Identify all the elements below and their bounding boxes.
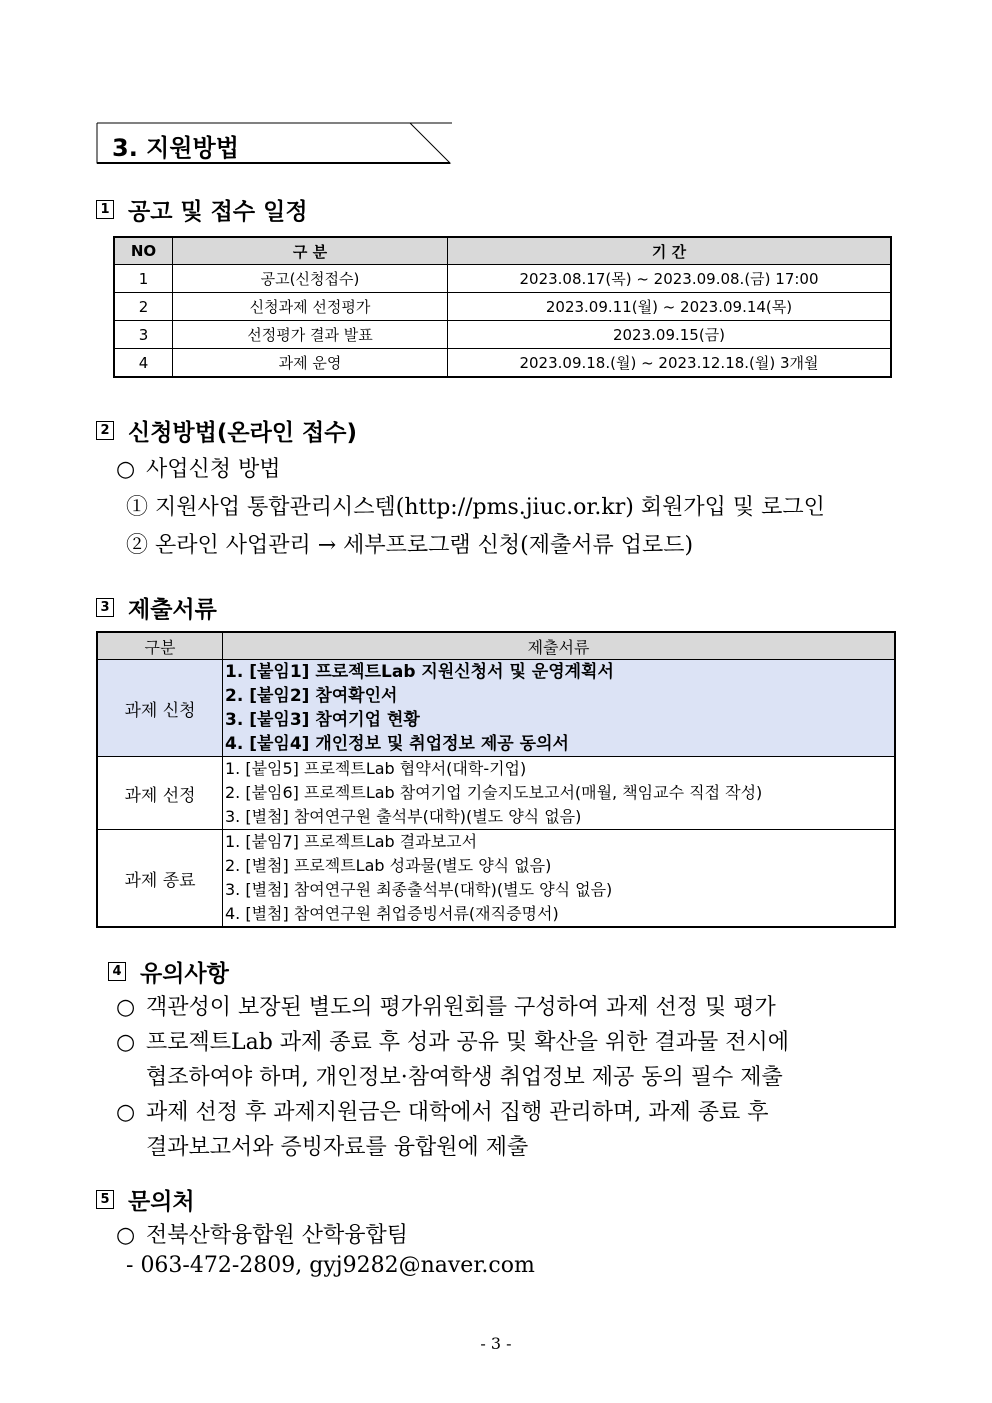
- circle-bullet-icon: ○: [116, 1030, 136, 1055]
- schedule-header-item: 구 분: [173, 237, 448, 265]
- notice-line-2: ○ 프로젝트Lab 과제 종료 후 성과 공유 및 확산을 위한 결과물 전시에: [116, 1030, 790, 1055]
- list-item: 2. [별첨] 프로젝트Lab 성과물(별도 양식 없음): [225, 856, 552, 875]
- schedule-header-no: NO: [114, 237, 173, 265]
- section1-title: 공고 및 접수 일정: [128, 199, 308, 225]
- notice-line-1: ○ 객관성이 보장된 별도의 평가위원회를 구성하여 과제 선정 및 평가: [116, 995, 776, 1020]
- schedule-table: [113, 236, 892, 378]
- notice-line-5: 결과보고서와 증빙자료를 융합원에 제출: [146, 1135, 529, 1160]
- table-row: [97, 830, 895, 928]
- page-title: 3. 지원방법: [112, 134, 239, 162]
- schedule-period: 2023.09.15(금): [448, 321, 892, 349]
- schedule-item: 과제 운영: [173, 349, 448, 378]
- section4-heading: [108, 955, 229, 988]
- section3-heading: [96, 591, 217, 624]
- documents-list: [223, 660, 896, 757]
- schedule-header-period: 기 간: [448, 237, 892, 265]
- section4-number: 4: [108, 962, 126, 981]
- page-number: - 3 -: [480, 1334, 512, 1353]
- list-item: 1. [붙임7] 프로젝트Lab 결과보고서: [225, 832, 478, 851]
- documents-header-category: 구분: [97, 632, 223, 660]
- circle-bullet-icon: ○: [116, 995, 136, 1020]
- list-item: 3. [별첨] 참여연구원 출석부(대학)(별도 양식 없음): [225, 807, 582, 826]
- documents-list: [223, 830, 896, 928]
- documents-category: 과제 선정: [97, 757, 223, 830]
- documents-category: 과제 신청: [97, 660, 223, 757]
- list-item: 2. [붙임2] 참여확인서: [225, 686, 398, 706]
- list-item: 4. [붙임4] 개인정보 및 취업정보 제공 동의서: [225, 734, 569, 754]
- documents-table: [96, 631, 896, 928]
- contact-info: - 063-472-2809, gyj9282@naver.com: [126, 1253, 535, 1278]
- section2-item-1: ① 지원사업 통합관리시스템(http://pms.jiuc.or.kr) 회원가입 및 로그인: [126, 495, 825, 520]
- section2-sub: ○ 사업신청 방법: [116, 457, 281, 482]
- schedule-no: 3: [114, 321, 173, 349]
- schedule-no: 4: [114, 349, 173, 378]
- circle-bullet-icon: ○: [116, 457, 136, 482]
- schedule-period: 2023.09.18.(월) ~ 2023.12.18.(월) 3개월: [448, 349, 892, 378]
- schedule-item: 신청과제 선정평가: [173, 293, 448, 321]
- documents-header-docs: 제출서류: [223, 632, 896, 660]
- notice-line-3: 협조하여야 하며, 개인정보·참여학생 취업정보 제공 동의 필수 제출: [146, 1065, 783, 1090]
- schedule-no: 1: [114, 265, 173, 293]
- table-row: [97, 757, 895, 830]
- circle-bullet-icon: ○: [116, 1223, 136, 1248]
- list-item: 3. [별첨] 참여연구원 최종출석부(대학)(별도 양식 없음): [225, 880, 613, 899]
- section5-title: 문의처: [128, 1189, 195, 1215]
- list-item: 1. [붙임5] 프로젝트Lab 협약서(대학-기업): [225, 759, 527, 778]
- section2-heading: [96, 414, 357, 447]
- list-item: 3. [붙임3] 참여기업 현황: [225, 710, 420, 730]
- section-title-box: [96, 122, 451, 164]
- section2-number: 2: [96, 421, 114, 440]
- list-item: 4. [별첨] 참여연구원 취업증빙서류(재직증명서): [225, 904, 559, 923]
- table-row: [114, 321, 891, 349]
- table-row: [114, 349, 891, 378]
- schedule-period: 2023.08.17(목) ~ 2023.09.08.(금) 17:00: [448, 265, 892, 293]
- contact-org: ○ 전북산학융합원 산학융합팀: [116, 1223, 409, 1248]
- schedule-item: 공고(신청접수): [173, 265, 448, 293]
- section1-number: 1: [96, 200, 114, 219]
- schedule-period: 2023.09.11(월) ~ 2023.09.14(목): [448, 293, 892, 321]
- list-item: 2. [붙임6] 프로젝트Lab 참여기업 기술지도보고서(매월, 책임교수 직접 작성): [225, 783, 763, 802]
- section3-number: 3: [96, 598, 114, 617]
- table-row: [114, 293, 891, 321]
- section4-title: 유의사항: [140, 961, 229, 987]
- dash-bullet: -: [126, 1253, 134, 1278]
- notice-line-4: ○ 과제 선정 후 과제지원금은 대학에서 집행 관리하며, 과제 종료 후: [116, 1100, 769, 1125]
- schedule-item: 선정평가 결과 발표: [173, 321, 448, 349]
- documents-list: [223, 757, 896, 830]
- table-row: [97, 660, 895, 757]
- section1-heading: [96, 193, 308, 226]
- schedule-no: 2: [114, 293, 173, 321]
- list-item: 1. [붙임1] 프로젝트Lab 지원신청서 및 운영계획서: [225, 662, 614, 682]
- section5-number: 5: [96, 1190, 114, 1209]
- section2-item-2: ② 온라인 사업관리 → 세부프로그램 신청(제출서류 업로드): [126, 533, 694, 558]
- circle-bullet-icon: ○: [116, 1100, 136, 1125]
- section3-title: 제출서류: [128, 597, 217, 623]
- section5-heading: [96, 1183, 195, 1216]
- table-row: [114, 265, 891, 293]
- documents-category: 과제 종료: [97, 830, 223, 928]
- section2-title: 신청방법(온라인 접수): [128, 420, 357, 446]
